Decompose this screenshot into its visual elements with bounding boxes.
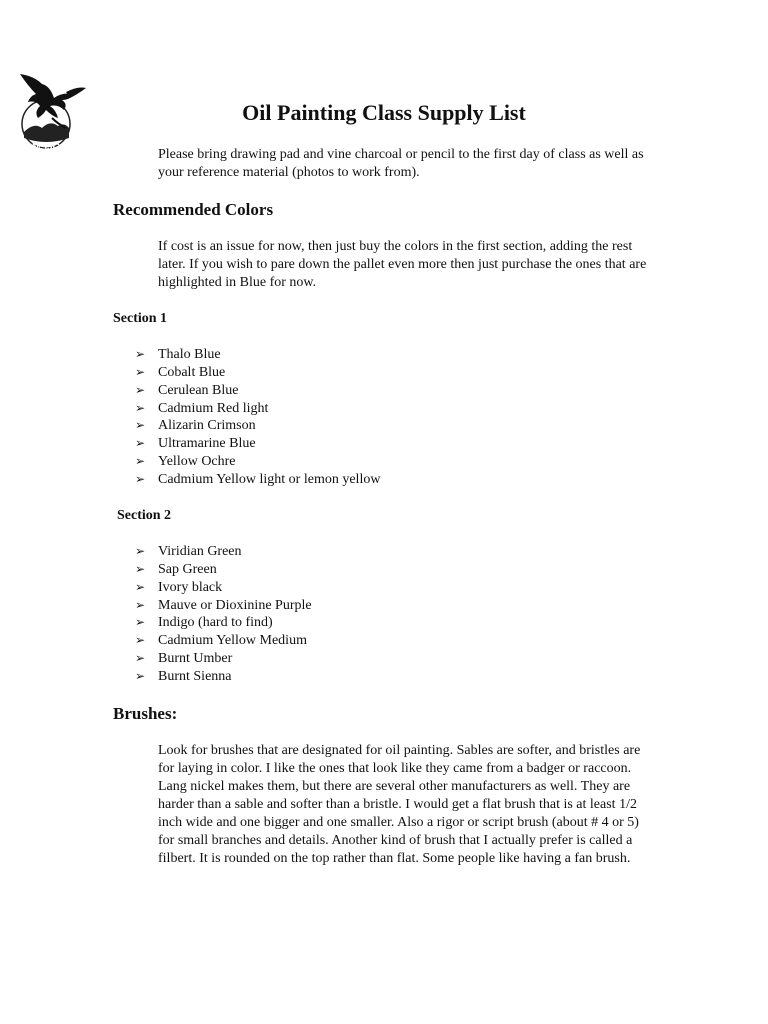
arrow-bullet-icon: ➢ xyxy=(135,579,146,594)
color-name: Cerulean Blue xyxy=(158,382,239,398)
recommended-colors-heading: Recommended Colors xyxy=(113,200,274,219)
list-item xyxy=(135,650,312,668)
list-item xyxy=(135,597,312,615)
list-item xyxy=(135,400,380,418)
brushes-paragraph: Look for brushes that are designated for oil painting. Sables are softer, and bristles are for laying in color. I like the ones that look like they came from a badger or raccoon. Lang nickel makes them, but there are several other manufacturers as well. They are harder than a sable and softer than a bristle. I would get a flat brush that is at least 1/2 inch wide and one bigger and one smaller. Also a rigor or script brush (about # 4 or 5) for small branches and details. Another kind of brush that I actually prefer is called a filbert. It is rounded on the top rather than flat. Some people like having a fan brush. xyxy=(158,743,641,866)
arrow-bullet-icon: ➢ xyxy=(135,436,146,451)
list-item xyxy=(135,471,380,489)
arrow-bullet-icon: ➢ xyxy=(135,364,146,379)
arrow-bullet-icon: ➢ xyxy=(135,382,146,397)
arrow-bullet-icon: ➢ xyxy=(135,651,146,666)
list-item xyxy=(135,561,312,579)
arrow-bullet-icon: ➢ xyxy=(135,471,146,486)
color-name: Indigo (hard to find) xyxy=(158,615,273,631)
arrow-bullet-icon: ➢ xyxy=(135,400,146,415)
list-item xyxy=(135,435,380,453)
intro-paragraph: Please bring drawing pad and vine charcoal or pencil to the first day of class as well as your reference material (photos to work from). xyxy=(158,147,644,180)
color-name: Cadmium Yellow light or lemon yellow xyxy=(158,471,381,487)
arrow-bullet-icon: ➢ xyxy=(135,454,146,469)
color-name: Cadmium Red light xyxy=(158,400,269,416)
arrow-bullet-icon: ➢ xyxy=(135,633,146,648)
color-name: Alizarin Crimson xyxy=(158,418,256,434)
arrow-bullet-icon: ➢ xyxy=(135,668,146,683)
list-item xyxy=(135,579,312,597)
list-item xyxy=(135,614,312,632)
section-2-list xyxy=(135,543,312,686)
arrow-bullet-icon: ➢ xyxy=(135,347,146,361)
color-name: Ivory black xyxy=(158,579,223,595)
arrow-bullet-icon: ➢ xyxy=(135,597,146,612)
list-item xyxy=(135,364,380,382)
section-2-label: Section 2 xyxy=(117,508,172,523)
list-item xyxy=(135,417,380,435)
color-name: Burnt Umber xyxy=(158,651,233,667)
list-item xyxy=(135,543,312,561)
color-name: Burnt Sienna xyxy=(158,668,232,684)
arrow-bullet-icon: ➢ xyxy=(135,615,146,630)
color-name: Cadmium Yellow Medium xyxy=(158,633,307,649)
section-1-list xyxy=(135,346,380,489)
list-item xyxy=(135,453,380,471)
logo-text: MSJC xyxy=(32,142,60,153)
brushes-heading: Brushes: xyxy=(113,704,178,723)
color-name: Sap Green xyxy=(158,561,217,577)
colors-note-paragraph: If cost is an issue for now, then just buy the colors in the first section, adding the rest later. If you wish to pare down the pallet even more then just purchase the ones that are highlighted in Blue for now. xyxy=(158,239,647,290)
arrow-bullet-icon: ➢ xyxy=(135,561,146,576)
list-item xyxy=(135,382,380,400)
list-item xyxy=(135,346,380,364)
list-item xyxy=(135,632,312,650)
color-name: Ultramarine Blue xyxy=(158,436,256,452)
arrow-bullet-icon: ➢ xyxy=(135,544,146,558)
section-1-label: Section 1 xyxy=(113,311,168,326)
color-name: Viridian Green xyxy=(158,544,242,559)
color-name: Thalo Blue xyxy=(158,347,221,362)
color-name: Yellow Ochre xyxy=(158,454,236,470)
color-name: Mauve or Dioxinine Purple xyxy=(158,597,312,613)
page-title: Oil Painting Class Supply List xyxy=(242,100,526,125)
arrow-bullet-icon: ➢ xyxy=(135,418,146,433)
list-item xyxy=(135,668,312,686)
color-name: Cobalt Blue xyxy=(158,364,226,380)
